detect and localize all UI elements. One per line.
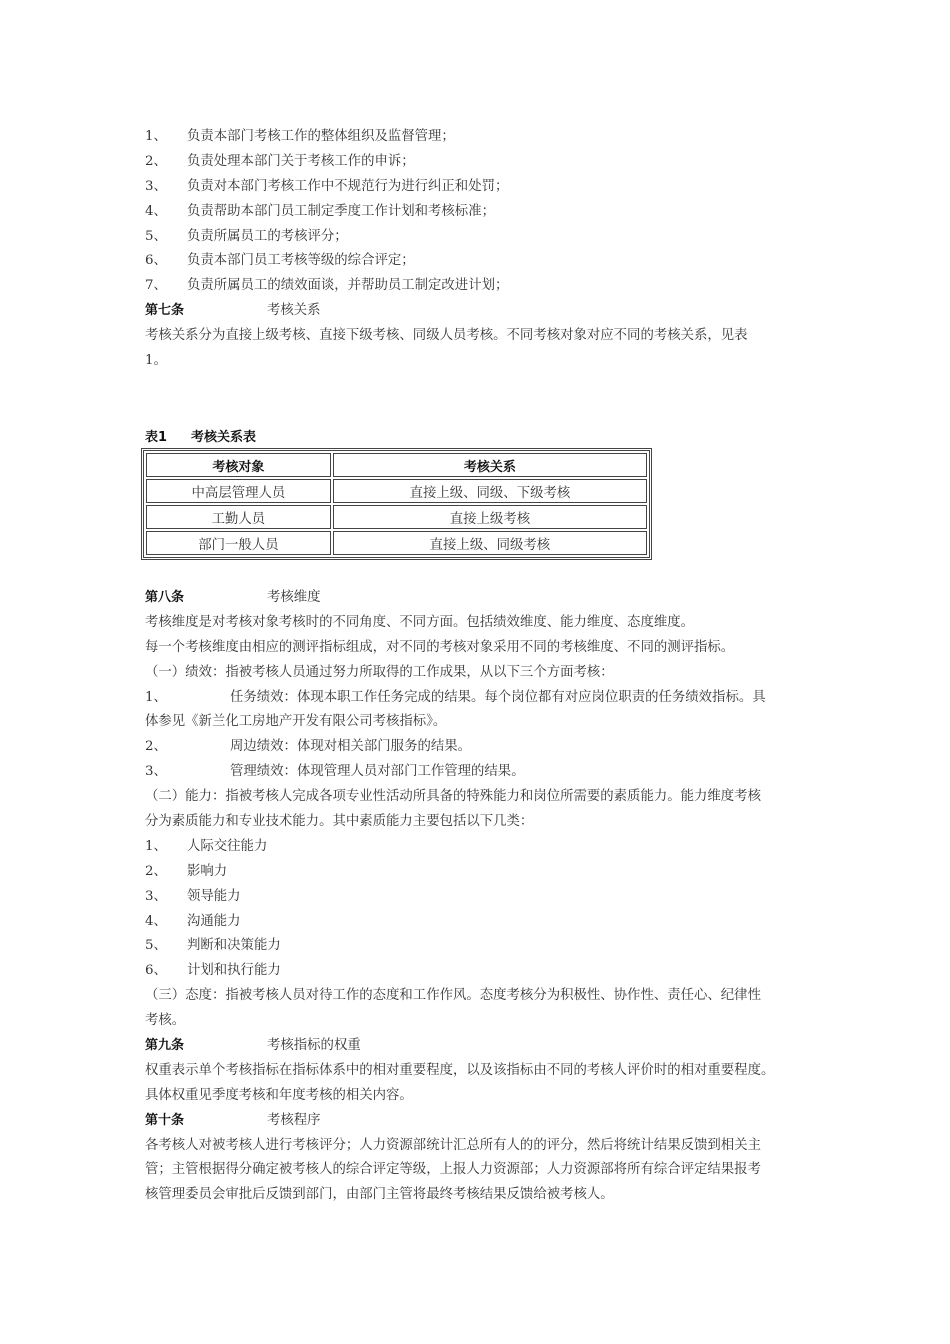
column-header: 考核关系 [333, 453, 647, 477]
paragraph-line: 管；主管根据得分确定被考核人的综合评定等级，上报人力资源部；人力资源部将所有综合评定结果报考 [145, 1162, 761, 1178]
article-label: 第八条 [145, 590, 185, 605]
paragraph-line: （一）绩效：指被考核人员通过努力所取得的工作成果，从以下三个方面考核： [145, 664, 614, 680]
table-header-row [146, 453, 647, 477]
article-label: 第七条 [145, 303, 185, 319]
table-cell: 直接上级、同级考核 [333, 531, 647, 555]
list-item: 2、 周边绩效：体现对相关部门服务的结果。 [145, 739, 472, 755]
article-title: 考核维度 [267, 590, 321, 605]
table-cell: 直接上级考核 [333, 505, 647, 529]
list-item-continued: 体参见《新兰化工房地产开发有限公司考核指标》。 [145, 714, 447, 730]
article-10-heading [145, 1109, 825, 1134]
table-row [146, 479, 647, 503]
table-caption: 表1 考核关系表 [145, 430, 257, 445]
article-8-heading [145, 586, 825, 611]
column-header: 考核对象 [146, 453, 331, 477]
list-item: 3、 领导能力 [145, 888, 241, 904]
paragraph-line: 核管理委员会审批后反馈到部门，由部门主管将最终考核结果反馈给被考核人。 [145, 1187, 614, 1203]
article-title: 考核关系 [267, 303, 321, 319]
articles-section [145, 586, 825, 1208]
paragraph-line: 各考核人对被考核人进行考核评分；人力资源部统计汇总所有人的的评分，然后将统计结果反馈到相关主 [145, 1137, 761, 1153]
table-row [146, 505, 647, 529]
relationship-table [141, 448, 652, 560]
article-9-heading [145, 1034, 825, 1059]
table-cell: 工勤人员 [146, 505, 331, 529]
paragraph-line: 考核。 [145, 1013, 186, 1029]
list-item: 6、 负责本部门员工考核等级的综合评定； [145, 253, 415, 269]
list-item: 3、 负责对本部门考核工作中不规范行为进行纠正和处罚； [145, 178, 509, 194]
list-item: 7、 负责所属员工的绩效面谈，并帮助员工制定改进计划； [145, 278, 509, 294]
list-item: 5、 判断和决策能力 [145, 938, 281, 954]
paragraph-line: （二）能力：指被考核人完成各项专业性活动所具备的特殊能力和岗位所需要的素质能力。能力维度考核 [145, 789, 761, 805]
article-7-heading [145, 299, 825, 324]
list-item: 1、 人际交往能力 [145, 838, 268, 854]
article-title: 考核指标的权重 [267, 1038, 361, 1054]
article-title: 考核程序 [267, 1112, 321, 1128]
article-label: 第十条 [145, 1112, 185, 1128]
paragraph-line: 1。 [145, 353, 167, 369]
paragraph-line: 考核关系分为直接上级考核、直接下级考核、同级人员考核。不同考核对象对应不同的考核关系，见表 [145, 328, 748, 344]
list-item: 6、 计划和执行能力 [145, 963, 281, 979]
table-cell: 直接上级、同级、下级考核 [333, 479, 647, 503]
paragraph-line: 每一个考核维度由相应的测评指标组成，对不同的考核对象采用不同的考核维度、不同的测评指标。 [145, 639, 735, 655]
paragraph-line: 考核维度是对考核对象考核时的不同角度、不同方面。包括绩效维度、能力维度、态度维度。 [145, 614, 695, 630]
table-cell: 中高层管理人员 [146, 479, 331, 503]
duties-list [145, 125, 825, 374]
paragraph-line: （三）态度：指被考核人员对待工作的态度和工作作风。态度考核分为积极性、协作性、责任心、纪律性 [145, 988, 761, 1004]
list-item: 4、 负责帮助本部门员工制定季度工作计划和考核标准； [145, 203, 495, 219]
list-item: 2、 负责处理本部门关于考核工作的申诉； [145, 153, 415, 169]
paragraph-line: 权重表示单个考核指标在指标体系中的相对重要程度，以及该指标由不同的考核人评价时的相对重要程度。 [145, 1062, 775, 1078]
list-item: 1、 任务绩效：体现本职工作任务完成的结果。每个岗位都有对应岗位职责的任务绩效指标。具 [145, 689, 766, 705]
list-item: 4、 沟通能力 [145, 913, 241, 929]
paragraph-line: 分为素质能力和专业技术能力。其中素质能力主要包括以下几类： [145, 814, 534, 830]
list-item: 1、 负责本部门考核工作的整体组织及监督管理； [145, 129, 455, 144]
list-item: 5、 负责所属员工的考核评分； [145, 228, 348, 244]
list-item: 2、 影响力 [145, 863, 228, 879]
paragraph-line: 具体权重见季度考核和年度考核的相关内容。 [145, 1087, 413, 1103]
article-label: 第九条 [145, 1038, 185, 1054]
list-item: 3、 管理绩效：体现管理人员对部门工作管理的结果。 [145, 764, 525, 780]
table-cell: 部门一般人员 [146, 531, 331, 555]
table-row [146, 531, 647, 555]
